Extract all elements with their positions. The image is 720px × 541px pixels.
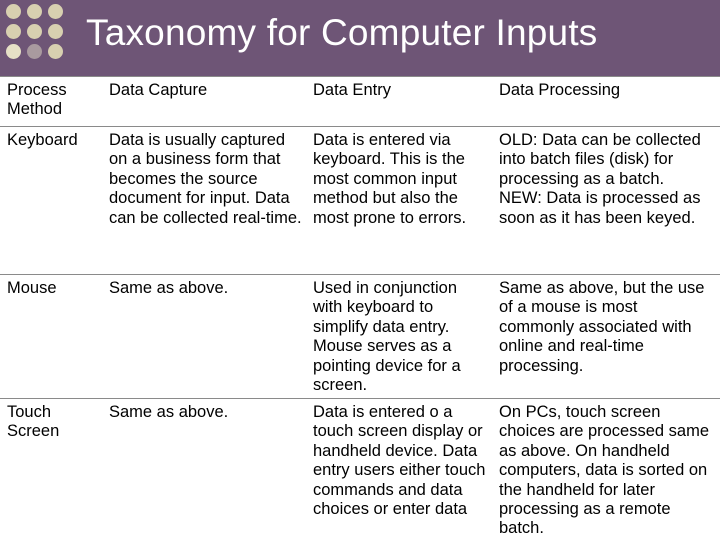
- row-capture: Same as above.: [102, 275, 306, 399]
- dot-decoration: [6, 4, 21, 19]
- header-data-capture: Data Capture: [102, 77, 306, 127]
- header-data-processing: Data Processing: [492, 77, 720, 127]
- row-method: Mouse: [0, 275, 102, 399]
- row-processing: Same as above, but the use of a mouse is most commonly associated with online and real-time processing.: [492, 275, 720, 399]
- row-processing: On PCs, touch screen choices are processed same as above. On handheld computers, data is sorted on the handheld for later processing as a remote batch.: [492, 399, 720, 541]
- dot-decoration: [48, 24, 63, 39]
- dot-decoration: [27, 44, 42, 59]
- row-entry: Data is entered via keyboard. This is the most common input method but also the most prone to errors.: [306, 127, 492, 275]
- table-header-row: [0, 77, 720, 127]
- row-entry: Used in conjunction with keyboard to simplify data entry. Mouse serves as a pointing device for a screen.: [306, 275, 492, 399]
- header-data-entry: Data Entry: [306, 77, 492, 127]
- dot-decoration: [6, 24, 21, 39]
- row-entry: Data is entered o a touch screen display or handheld device. Data entry users either touch commands and data choices or enter data: [306, 399, 492, 541]
- row-method: Touch Screen: [0, 399, 102, 541]
- row-processing: [492, 127, 720, 275]
- row-method: Keyboard: [0, 127, 102, 275]
- processing-new: NEW: Data is processed as soon as it has been keyed.: [499, 189, 701, 227]
- title-bar: [0, 0, 720, 76]
- row-capture: Same as above.: [102, 399, 306, 541]
- table-row-touch-screen: [0, 399, 720, 541]
- dot-decoration: [48, 4, 63, 19]
- decorative-dots: [6, 4, 63, 59]
- dot-decoration: [6, 44, 21, 59]
- dot-decoration: [27, 4, 42, 19]
- processing-old: OLD: Data can be collected into batch files (disk) for processing as a batch.: [499, 131, 701, 188]
- table-row-keyboard: [0, 127, 720, 275]
- taxonomy-table: [0, 76, 720, 541]
- table-row-mouse: [0, 275, 720, 399]
- dot-decoration: [48, 44, 63, 59]
- row-capture: Data is usually captured on a business form that becomes the source document for input. Data can be collected real-time.: [102, 127, 306, 275]
- slide-title: Taxonomy for Computer Inputs: [86, 12, 598, 53]
- header-process-method: Process Method: [0, 77, 102, 127]
- dot-decoration: [27, 24, 42, 39]
